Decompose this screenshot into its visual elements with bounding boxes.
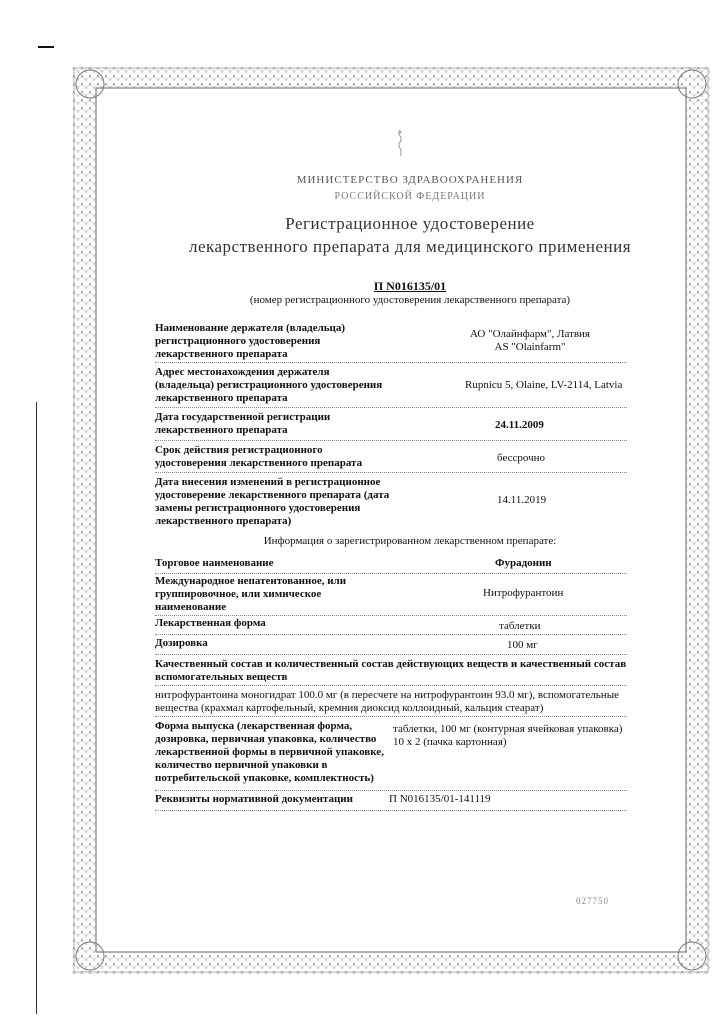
divider bbox=[155, 362, 627, 363]
ministry-country: РОССИЙСКОЙ ФЕДЕРАЦИИ bbox=[334, 191, 486, 202]
release-form-row bbox=[155, 720, 635, 788]
drug-info-heading: Информация о зарегистрированном лекарственном препарате: bbox=[263, 535, 557, 547]
trade-name-label: Торговое наименование bbox=[155, 557, 274, 569]
divider bbox=[155, 634, 627, 635]
divider bbox=[155, 716, 627, 717]
dosage-row bbox=[155, 637, 635, 653]
reg-date-label: Дата государственной регистрации лекарственного препарата bbox=[155, 411, 331, 436]
page-edge-mark bbox=[38, 46, 54, 48]
inn-label: Международное непатентованное, или группировочное, или химическое наименование bbox=[155, 575, 347, 613]
divider bbox=[155, 440, 627, 441]
dosage-form-label: Лекарственная форма bbox=[155, 617, 266, 629]
release-form-value-1: таблетки, 100 мг (контурная ячейковая упаковка) bbox=[393, 723, 623, 735]
holder-label: Наименование держателя (владельца) регистрационного удостоверения лекарственного препарата bbox=[155, 322, 346, 360]
normative-value: П N016135/01-141119 bbox=[389, 793, 491, 805]
normative-label: Реквизиты нормативной документации bbox=[155, 793, 353, 805]
divider bbox=[155, 615, 627, 616]
holder-value-lat: AS "Olainfarm" bbox=[494, 341, 566, 353]
reg-date-value: 24.11.2009 bbox=[495, 419, 544, 431]
divider bbox=[155, 790, 627, 791]
normative-row bbox=[155, 793, 635, 809]
inn-value: Нитрофурантоин bbox=[483, 587, 564, 599]
dosage-value: 100 мг bbox=[507, 639, 538, 651]
dosage-form-value: таблетки bbox=[499, 620, 541, 632]
registration-number-caption: (номер регистрационного удостоверения лекарственного препарата) bbox=[249, 294, 571, 306]
dosage-label: Дозировка bbox=[155, 637, 208, 649]
trade-name-row bbox=[155, 557, 635, 573]
holder-value bbox=[430, 328, 630, 354]
release-form-label: Форма выпуска (лекарственная форма, дозировка, первичная упаковка, количество лекарственной формы в первичной упаковке, количество первичной упаковки в потребительской упаковке, комплектность) bbox=[155, 720, 384, 784]
form-serial-number: 027750 bbox=[576, 896, 609, 906]
inn-row bbox=[155, 575, 635, 615]
coat-of-arms-icon bbox=[392, 128, 408, 158]
page-edge-line bbox=[36, 402, 37, 1014]
registration-number: П N016135/01 bbox=[373, 279, 447, 293]
change-date-label: Дата внесения изменений в регистрационное удостоверение лекарственного препарата (дата замены регистрационного удостоверения лекарственного препарата) bbox=[155, 476, 390, 527]
change-date-value: 14.11.2019 bbox=[497, 494, 547, 506]
composition-value: нитрофурантоина моногидрат 100.0 мг (в пересчете на нитрофурантоин 93.0 мг), вспомогательные вещества (крахмал картофельный, кремния диоксид коллоидный, кальция стеарат) bbox=[155, 689, 619, 714]
address-row bbox=[155, 366, 635, 406]
release-form-value bbox=[393, 723, 638, 749]
divider bbox=[155, 685, 627, 686]
trade-name-value: Фурадонин bbox=[495, 557, 552, 569]
dosage-form-row bbox=[155, 617, 635, 633]
validity-label: Срок действия регистрационного удостоверения лекарственного препарата bbox=[155, 444, 363, 469]
divider bbox=[155, 472, 627, 473]
release-form-value-2: 10 x 2 (пачка картонная) bbox=[393, 736, 507, 748]
composition-label: Качественный состав и количественный состав действующих веществ и качественный состав вспомогательных веществ bbox=[155, 658, 627, 683]
holder-row bbox=[155, 322, 635, 362]
reg-date-row bbox=[155, 411, 635, 439]
divider bbox=[155, 573, 627, 574]
validity-value: бессрочно bbox=[497, 452, 546, 464]
divider bbox=[155, 810, 627, 811]
title-line-2: лекарственного препарата для медицинского применения bbox=[188, 237, 632, 256]
document-title bbox=[140, 212, 680, 258]
divider bbox=[155, 654, 627, 655]
title-line-1: Регистрационное удостоверение bbox=[285, 214, 535, 233]
address-label: Адрес местонахождения держателя (владельца) регистрационного удостоверения лекарственного препарата bbox=[155, 366, 383, 404]
validity-row bbox=[155, 444, 635, 472]
divider bbox=[155, 407, 627, 408]
address-value: Rupnicu 5, Olaine, LV-2114, Latvia bbox=[465, 379, 623, 391]
change-date-row bbox=[155, 476, 635, 530]
ministry-name: МИНИСТЕРСТВО ЗДРАВООХРАНЕНИЯ bbox=[296, 174, 524, 186]
holder-value-ru: АО "Олайнфарм", Латвия bbox=[470, 328, 590, 340]
